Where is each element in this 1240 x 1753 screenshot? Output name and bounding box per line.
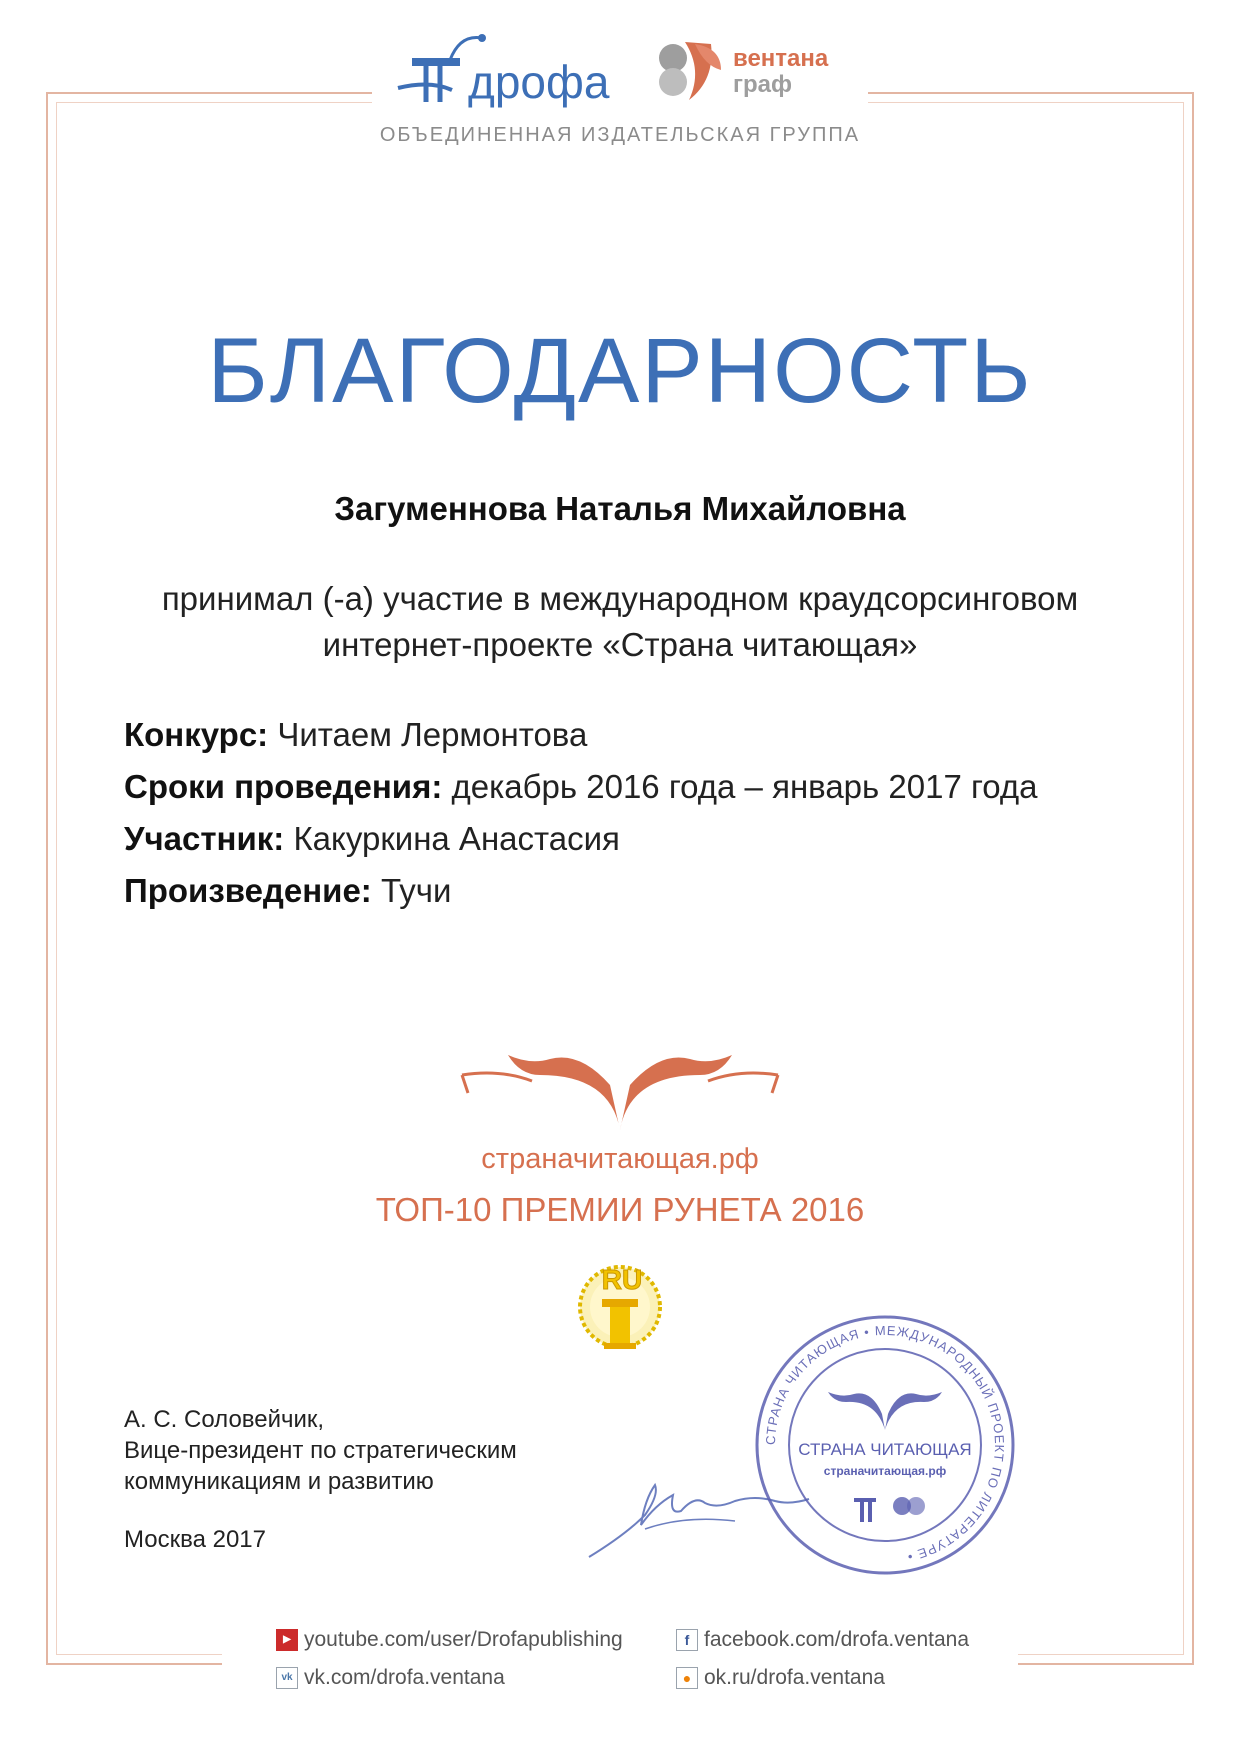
youtube-link-text: youtube.com/user/Drofapublishing	[304, 1628, 623, 1651]
certificate-title: БЛАГОДАРНОСТЬ	[207, 320, 1033, 422]
detail-dates	[124, 768, 1038, 806]
frame-top-left	[46, 92, 372, 94]
book-ornament-icon	[460, 1035, 780, 1135]
detail-work	[124, 872, 451, 910]
stamp-inner-url: страначитающая.рф	[823, 1464, 947, 1478]
vk-link[interactable]	[276, 1666, 505, 1690]
youtube-link[interactable]	[276, 1628, 623, 1652]
drofa-logo	[390, 28, 630, 110]
detail-label: Сроки проведения:	[124, 768, 443, 805]
project-stamp	[750, 1310, 1020, 1580]
recipient-name: Загуменнова Наталья Михайловна	[334, 490, 906, 527]
detail-value: декабрь 2016 года – январь 2017 года	[442, 768, 1038, 805]
ventana-logo-line1: вентана	[733, 45, 829, 72]
detail-contest	[124, 716, 587, 754]
frame-bottom-right	[1018, 1663, 1194, 1665]
runet-award-caption: ТОП-10 ПРЕМИИ РУНЕТА 2016	[375, 1191, 865, 1228]
facebook-link-text: facebook.com/drofa.ventana	[704, 1628, 970, 1651]
odnoklassniki-link[interactable]	[676, 1666, 885, 1690]
participation-line-2: интернет-проекте «Страна читающая»	[322, 626, 918, 663]
vk-icon: vk	[276, 1667, 298, 1689]
publishing-group-caption: ОБЪЕДИНЕННАЯ ИЗДАТЕЛЬСКАЯ ГРУППА	[379, 124, 861, 146]
youtube-icon: ▶	[276, 1629, 298, 1651]
detail-label: Конкурс:	[124, 716, 269, 753]
detail-value: Читаем Лермонтова	[268, 716, 588, 753]
facebook-link[interactable]	[676, 1628, 969, 1652]
odnoklassniki-link-text: ok.ru/drofa.ventana	[704, 1666, 885, 1689]
odnoklassniki-icon: ●	[676, 1667, 698, 1689]
detail-participant	[124, 820, 620, 858]
signatory-position-line-1: Вице-президент по стратегическим	[124, 1437, 517, 1464]
stamp-outer-text: СТРАНА ЧИТАЮЩАЯ • МЕЖДУНАРОДНЫЙ ПРОЕКТ ПО ЛИТЕРАТУРЕ •	[762, 1322, 1008, 1565]
inner-frame-top-left	[56, 102, 372, 103]
place-and-year: Москва 2017	[124, 1526, 266, 1553]
facebook-icon: f	[676, 1629, 698, 1651]
detail-label: Произведение:	[124, 872, 372, 909]
ventana-graf-logo	[655, 36, 865, 104]
inner-frame-bottom-left	[56, 1654, 222, 1655]
vk-link-text: vk.com/drofa.ventana	[304, 1666, 505, 1689]
inner-frame-bottom-right	[1018, 1654, 1184, 1655]
detail-value: Тучи	[371, 872, 452, 909]
frame-top-right	[868, 92, 1194, 94]
participation-line-1: принимал (-а) участие в международном краудсорсинговом	[161, 580, 1079, 617]
project-site-url: страначитающая.рф	[481, 1143, 759, 1175]
runet-badge-text: RU	[601, 1264, 643, 1295]
runet-prize-badge-icon	[574, 1255, 666, 1355]
ventana-logo-line2: граф	[733, 71, 793, 98]
inner-frame-top-right	[868, 102, 1184, 103]
signatory-position-line-2: коммуникациям и развитию	[124, 1468, 434, 1495]
frame-bottom-left	[46, 1663, 222, 1665]
drofa-logo-text: дрофа	[468, 56, 610, 108]
detail-label: Участник:	[124, 820, 285, 857]
detail-value: Какуркина Анастасия	[284, 820, 620, 857]
stamp-inner-title: СТРАНА ЧИТАЮЩАЯ	[798, 1440, 972, 1459]
signatory-name: А. С. Соловейчик,	[124, 1406, 325, 1433]
participation-text	[100, 576, 1140, 668]
